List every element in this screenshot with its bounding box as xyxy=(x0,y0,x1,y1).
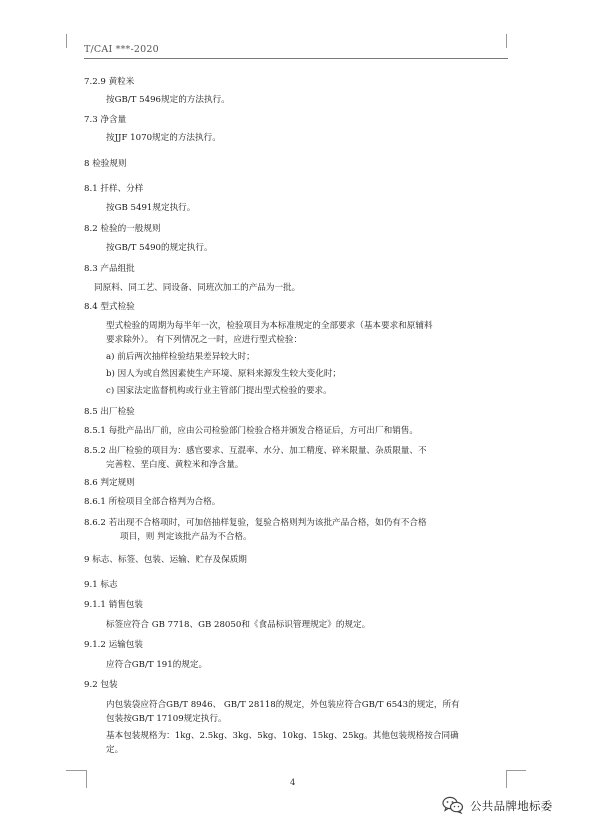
crop-mark-bottom-right-v xyxy=(506,770,507,788)
list-item: a) 前后两次抽样检验结果差异较大时； xyxy=(106,352,255,362)
crop-mark-bottom-left-v xyxy=(86,770,87,788)
wechat-icon xyxy=(442,796,464,817)
body-text: 项目，则 判定该批产品为不合格。 xyxy=(120,532,252,542)
body-text: 基本包装规格为：1kg、2.5kg、3kg、5kg、10kg、15kg、25kg。其他包装规格按合同确 xyxy=(106,731,459,741)
list-item: b) 因人为或自然因素使生产环境、原料来源发生较大变化时； xyxy=(106,369,342,379)
section-heading: 8.1 扦样、分样 xyxy=(84,184,144,194)
section-heading: 9.1 标志 xyxy=(84,580,118,590)
body-text: 定。 xyxy=(106,745,124,755)
crop-mark-top-left xyxy=(66,34,67,48)
crop-mark-bottom-right-h xyxy=(506,770,526,771)
body-text: 标签应符合 GB 7718、GB 28050和《食品标识管理规定》的规定。 xyxy=(106,620,371,630)
section-heading: 9.1.2 运输包装 xyxy=(84,640,143,650)
body-text: 完善粒、垩白度、黄粒米和净含量。 xyxy=(106,460,244,470)
body-text: 同原料、同工艺、同设备、同班次加工的产品为一批。 xyxy=(94,283,301,293)
section-heading: 8.5 出厂检验 xyxy=(84,407,135,417)
section-heading: 8.3 产品组批 xyxy=(84,264,135,274)
page-number: 4 xyxy=(290,778,296,788)
body-text: 按GB/T 5496规定的方法执行。 xyxy=(106,95,230,105)
section-heading: 8.4 型式检验 xyxy=(84,302,135,312)
body-text: 8.5.1 每批产品出厂前，应由公司检验部门检验合格并颁发合格证后，方可出厂和销售。 xyxy=(84,426,418,436)
body-text: 按JJF 1070规定的方法执行。 xyxy=(106,133,221,143)
section-heading: 8 检验规则 xyxy=(84,159,127,169)
body-text: 应符合GB/T 191的规定。 xyxy=(106,660,208,670)
body-text: 按GB/T 5490的规定执行。 xyxy=(106,243,213,253)
body-text: 8.5.2 出厂检验的项目为：感官要求、互混率、水分、加工精度、碎米限量、杂质限量、不 xyxy=(84,446,427,456)
section-heading: 9 标志、标签、包装、运输、贮存及保质期 xyxy=(84,555,247,565)
section-heading: 9.2 包装 xyxy=(84,680,118,690)
body-text: 8.6.1 所检项目全部合格判为合格。 xyxy=(84,497,221,507)
watermark-text: 公共品牌地标委 xyxy=(470,799,553,813)
watermark xyxy=(442,796,553,816)
section-heading: 9.1.1 销售包装 xyxy=(84,600,143,610)
section-heading: 8.2 检验的一般规则 xyxy=(84,224,161,234)
section-heading: 7.3 净含量 xyxy=(84,115,127,125)
body-text: 要求除外）。 有下列情况之一时，应进行型式检验： xyxy=(106,335,303,345)
standard-code-header: T/CAI ***-2020 xyxy=(84,44,159,55)
section-heading: 7.2.9 黄粒米 xyxy=(84,77,135,87)
body-text: 型式检验的周期为每半年一次，检验项目为本标准规定的全部要求（基本要求和原辅料 xyxy=(106,321,433,331)
crop-mark-top-right xyxy=(506,34,507,48)
body-text: 8.6.2 若出现不合格项时，可加倍抽样复验，复验合格则判为该批产品合格，如仍有不合格 xyxy=(84,518,427,528)
body-text: 包装按GB/T 17109规定执行。 xyxy=(106,714,227,724)
header-rule xyxy=(84,58,508,59)
body-text: 内包装袋应符合GB/T 8946、 GB/T 28118的规定，外包装应符合GB/T 6543的规定，所有 xyxy=(106,700,460,710)
section-heading: 8.6 判定规则 xyxy=(84,478,135,488)
list-item: c) 国家法定监督机构或行业主管部门提出型式检验的要求。 xyxy=(106,386,332,396)
body-text: 按GB 5491规定执行。 xyxy=(106,203,196,213)
crop-mark-bottom-left-h xyxy=(66,770,86,771)
